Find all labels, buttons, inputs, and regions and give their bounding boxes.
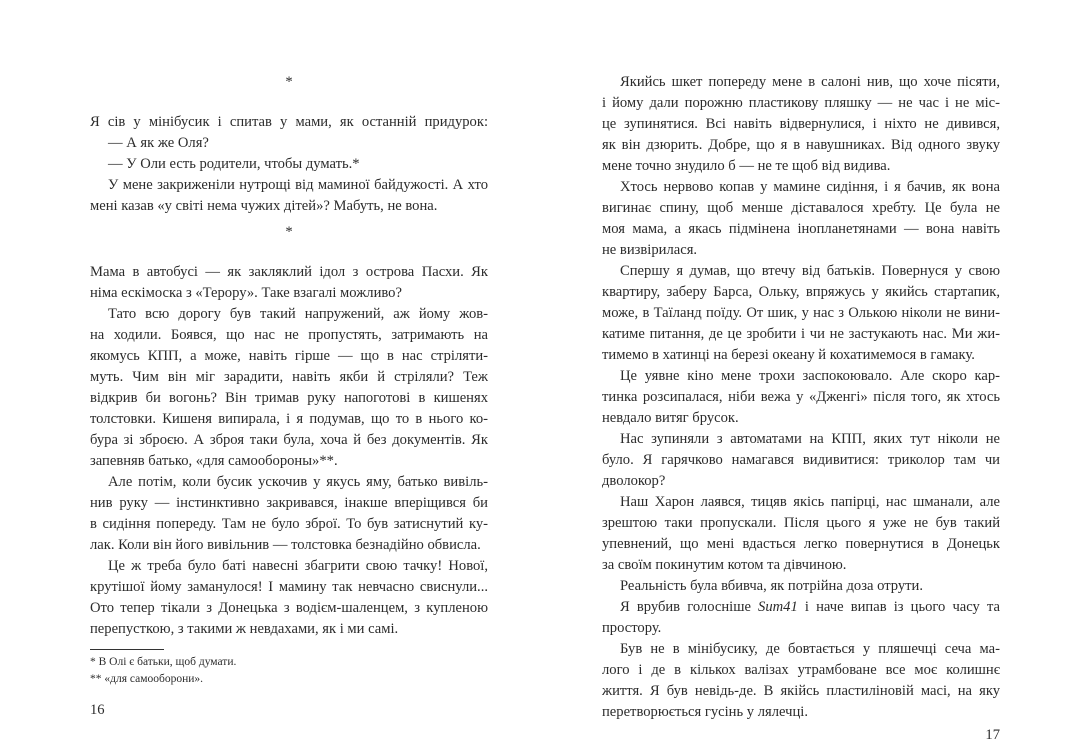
paragraph-line: Наш Харон лаявся, тицяв якісь папірці, нас шманали, але bbox=[620, 494, 1000, 510]
page-number: 17 bbox=[985, 727, 1000, 743]
paragraph-line: як він дзюрить. Добре, що я в навушниках. Від одного звуку bbox=[602, 137, 1000, 153]
footnote: ** «для самооборони». bbox=[90, 673, 204, 685]
paragraph-line: не визвірилася. bbox=[602, 242, 698, 258]
section-separator: * bbox=[285, 74, 293, 90]
paragraph-line: тинка розсипалася, ніби вежа у «Дженгі» після того, як хтось bbox=[602, 389, 1000, 405]
paragraph-line bbox=[620, 597, 1000, 618]
paragraph-line: Це ж треба було баті навесні збагрити свою тачку! Нової, bbox=[108, 558, 488, 574]
paragraph-line: мені казав «у світі нема чужих дітей»? Мабуть, не вона. bbox=[90, 198, 438, 214]
paragraph-line: Нас зупиняли з автоматами на КПП, яких тут ніколи не bbox=[620, 431, 1000, 447]
paragraph-line: крутішої йому заманулося! І мамину так невчасно свиснули... bbox=[90, 579, 488, 595]
paragraph-line: вигинає спину, щоб менше діставалося хребту. Це була не bbox=[602, 200, 1000, 216]
footnote: * В Олі є батьки, щоб думати. bbox=[90, 656, 237, 668]
paragraph-line: лак. Коли він його вивільнив — толстовка безнадійно обвисла. bbox=[90, 537, 481, 553]
paragraph-line: муть. Чим він міг зарадити, навіть якби й стріляли? Теж bbox=[90, 369, 488, 385]
section-separator: * bbox=[285, 224, 293, 240]
paragraph-line: може, в Таїланд поїду. От шик, у нас з Олькою ніколи не вини- bbox=[602, 305, 1000, 321]
dialogue-line: — А як же Оля? bbox=[108, 135, 209, 151]
paragraph-line: Я сів у мінібусик і спитав у мами, як останній придурок: bbox=[90, 114, 488, 130]
paragraph-line: дволокор? bbox=[602, 473, 666, 489]
paragraph-line: Спершу я думав, що втечу від батьків. Повернуся у свою bbox=[620, 263, 1000, 279]
paragraph-text: і наче випав із цього часу та bbox=[797, 599, 1000, 615]
paragraph-line: нив руку — інстинктивно закривався, інакше вперіщився би bbox=[90, 495, 488, 511]
paragraph-line: Реальність була вбивча, як потрійна доза отрути. bbox=[620, 578, 923, 594]
paragraph-line: тимемо в хатинці на березі океану й кохатимемося в гамаку. bbox=[602, 347, 975, 363]
paragraph-line: Це уявне кіно мене трохи заспокоювало. Але скоро кар- bbox=[620, 368, 1000, 384]
footnote-rule bbox=[90, 649, 164, 650]
dialogue-line: — У Оли есть родители, чтобы думать.* bbox=[108, 156, 360, 172]
paragraph-line: толстовки. Кишеня випирала, і я подумав, що то в нього ко- bbox=[90, 411, 488, 427]
paragraph-line: мене точно знудило б — не те щоб від видива. bbox=[602, 158, 891, 174]
paragraph-line: Тато всю дорогу був такий напружений, аж йому жов- bbox=[108, 306, 488, 322]
paragraph-line: катиме питання, де це зробити і чи не застукають нас. Ми жи- bbox=[602, 326, 1000, 342]
paragraph-line: було. Я гарячково намагався видивитися: триколор там чи bbox=[602, 452, 1000, 468]
paragraph-line: життя. Я був невідь-де. В якійсь пластиліновій масі, на яку bbox=[602, 683, 1000, 699]
paragraph-line: відкрив би вогонь? Він тримав руку напоготові в кишенях bbox=[90, 390, 488, 406]
paragraph-line: лого і де в кількох валізах утрамбоване все моє колишнє bbox=[602, 662, 1000, 678]
paragraph-line: на ходили. Боявся, що нас не пропустять, затримають на bbox=[90, 327, 488, 343]
right-page bbox=[602, 0, 1000, 756]
paragraph-line: квартиру, заберу Барса, Ольку, впряжусь у якийсь стартапик, bbox=[602, 284, 1000, 300]
paragraph-text: Я врубив голосніше bbox=[620, 599, 751, 615]
paragraph-line: в сидіння попереду. Там не було зброї. То був затиснутий ку- bbox=[90, 516, 488, 532]
paragraph-line: запевняв батько, «для самообороны»**. bbox=[90, 453, 338, 469]
paragraph-line: за своїм покинутим котом та дівчиною. bbox=[602, 557, 847, 573]
paragraph-line: У мене закриженіли нутрощі від маминої байдужості. А хто bbox=[108, 177, 488, 193]
paragraph-line: зрештою таки пропускали. Після цього я уже не був такий bbox=[602, 515, 1000, 531]
paragraph-line: Був не в мінібусику, де бовтається у пляшечці сеча ма- bbox=[620, 641, 1000, 657]
paragraph-line: простору. bbox=[602, 620, 662, 636]
paragraph-line: невдало витяг брусок. bbox=[602, 410, 739, 426]
paragraph-line: перепусткою, з такими ж невдахами, як і ми самі. bbox=[90, 621, 399, 637]
paragraph-line: бура зі зброєю. А зброя таки була, хоча й без документів. Як bbox=[90, 432, 488, 448]
paragraph-line: це зупинятися. Всі навіть відвернулися, і ніхто не дивився, bbox=[602, 116, 1000, 132]
band-name: Sum41 bbox=[758, 599, 798, 615]
paragraph-line: моя мама, а якась підмінена інопланетянами — вона навіть bbox=[602, 221, 1000, 237]
left-page bbox=[90, 0, 488, 756]
paragraph-line: якомусь КПП, а може, навіть гірше — що в нас стріляти- bbox=[90, 348, 488, 364]
paragraph-line: Якийсь шкет попереду мене в салоні нив, що хоче пісяти, bbox=[620, 74, 1000, 90]
paragraph-line: Хтось нервово копав у мамине сидіння, і я бачив, як вона bbox=[620, 179, 1000, 195]
paragraph-line: Ото тепер тікали з Донецька з водієм-шаленцем, з купленою bbox=[90, 600, 488, 616]
paragraph-line: перетворюється гусінь у лялечці. bbox=[602, 704, 808, 720]
page-number: 16 bbox=[90, 702, 105, 718]
paragraph-line: німа ескімоска з «Терору». Таке взагалі можливо? bbox=[90, 285, 402, 301]
paragraph-line: і йому дали порожню пластикову пляшку — не час і не міс- bbox=[602, 95, 1000, 111]
paragraph-line: Мама в автобусі — як закляклий ідол з острова Пасхи. Як bbox=[90, 264, 488, 280]
paragraph-line: упевнений, що мені вдасться легко повернутися в Донецьк bbox=[602, 536, 1000, 552]
paragraph-line: Але потім, коли бусик ускочив у якусь яму, батько вивіль- bbox=[108, 474, 488, 490]
